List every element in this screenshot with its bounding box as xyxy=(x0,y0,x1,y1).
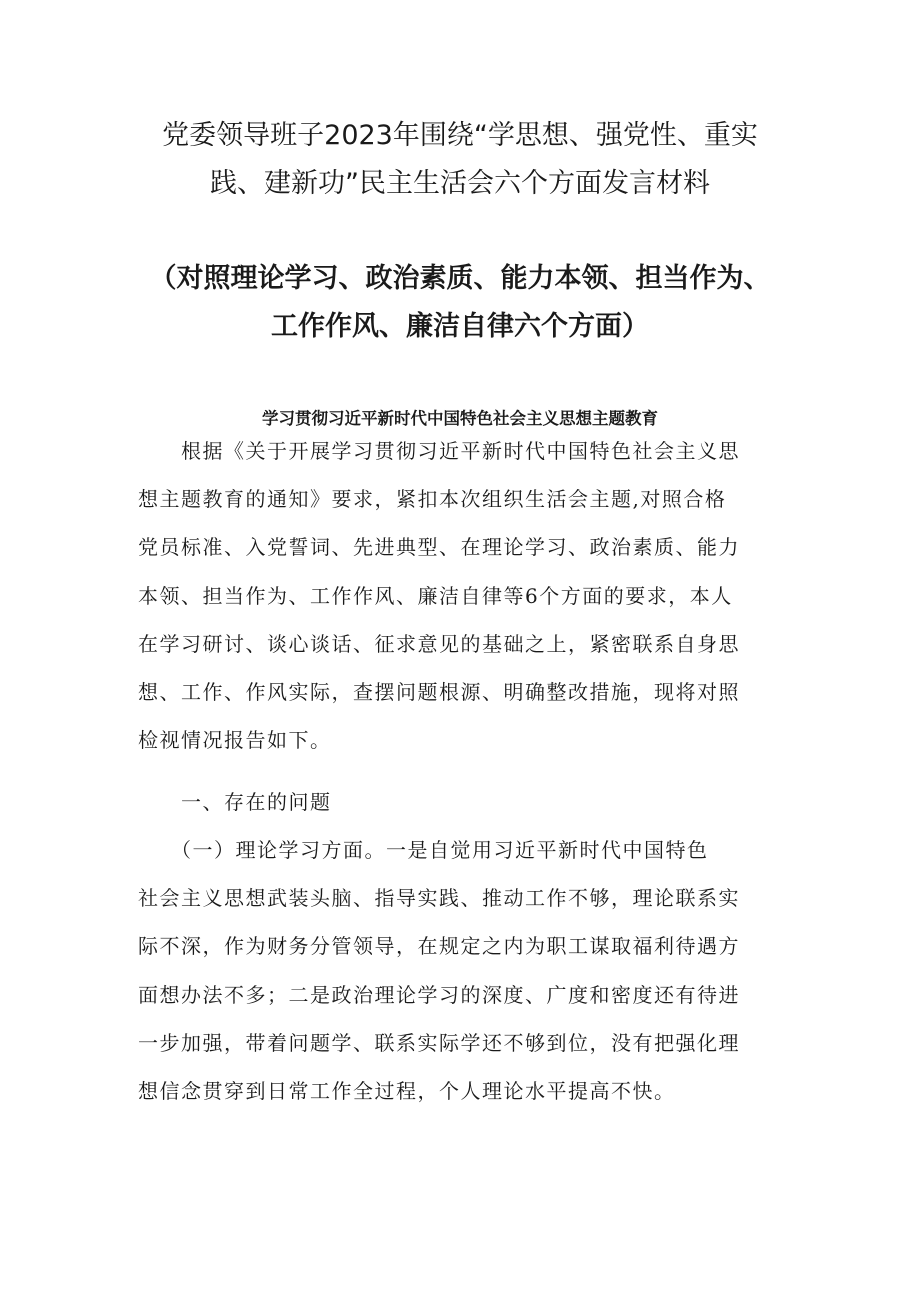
paragraph-line: 际不深，作为财务分管领导，在规定之内为职工谋取福利待遇方 xyxy=(138,934,740,959)
heading-existing-problems xyxy=(138,778,788,826)
paragraph-line: 面想办法不多；二是政治理论学习的深度、广度和密度还有待进 xyxy=(138,982,740,1007)
subtitle-line-2: 工作作风、廉洁自律六个方面） xyxy=(271,311,649,342)
subtitle-line-1: （对照理论学习、政治素质、能力本领、担当作为、 xyxy=(149,263,771,294)
section-heading: 学习贯彻习近平新时代中国特色社会主义思想主题教育 xyxy=(262,409,658,428)
heading-line: 一、存在的问题 xyxy=(138,790,332,814)
document-title xyxy=(100,112,820,208)
paragraph-line: 想主题教育的通知》要求，紧扣本次组织生活会主题,对照合格 xyxy=(138,487,727,512)
paragraph-line: 想、工作、作风实际，查摆问题根源、明确整改措施，现将对照 xyxy=(138,680,740,705)
title-line-1: 党委领导班子2023年围绕“学思想、强党性、重实 xyxy=(162,120,758,151)
paragraph-line: 党员标准、入党誓词、先进典型、在理论学习、政治素质、能力 xyxy=(138,535,740,560)
paragraph-line: 一步加强，带着问题学、联系实际学还不够到位，没有把强化理 xyxy=(138,1030,740,1055)
title-line-2: 践、建新功”民主生活会六个方面发言材料 xyxy=(210,168,710,199)
paragraph-line: 根据《关于开展学习贯彻习近平新时代中国特色社会主义思 xyxy=(138,439,740,463)
paragraph-line: 检视情况报告如下。 xyxy=(138,728,332,753)
paragraph-intro xyxy=(138,427,788,764)
paragraph-line: 在学习研讨、谈心谈话、征求意见的基础之上，紧密联系自身思 xyxy=(138,631,740,656)
paragraph-theory-study xyxy=(138,826,788,1115)
paragraph-line: 社会主义思想武装头脑、指导实践、推动工作不够，理论联系实 xyxy=(138,886,740,911)
paragraph-line: （一）理论学习方面。一是自觉用习近平新时代中国特色 xyxy=(138,838,709,862)
paragraph-line: 想信念贯穿到日常工作全过程，个人理论水平提高不快。 xyxy=(138,1079,676,1104)
document-subtitle xyxy=(100,255,820,351)
paragraph-line: 本领、担当作为、工作作风、廉洁自律等6个方面的要求，本人 xyxy=(138,583,733,608)
